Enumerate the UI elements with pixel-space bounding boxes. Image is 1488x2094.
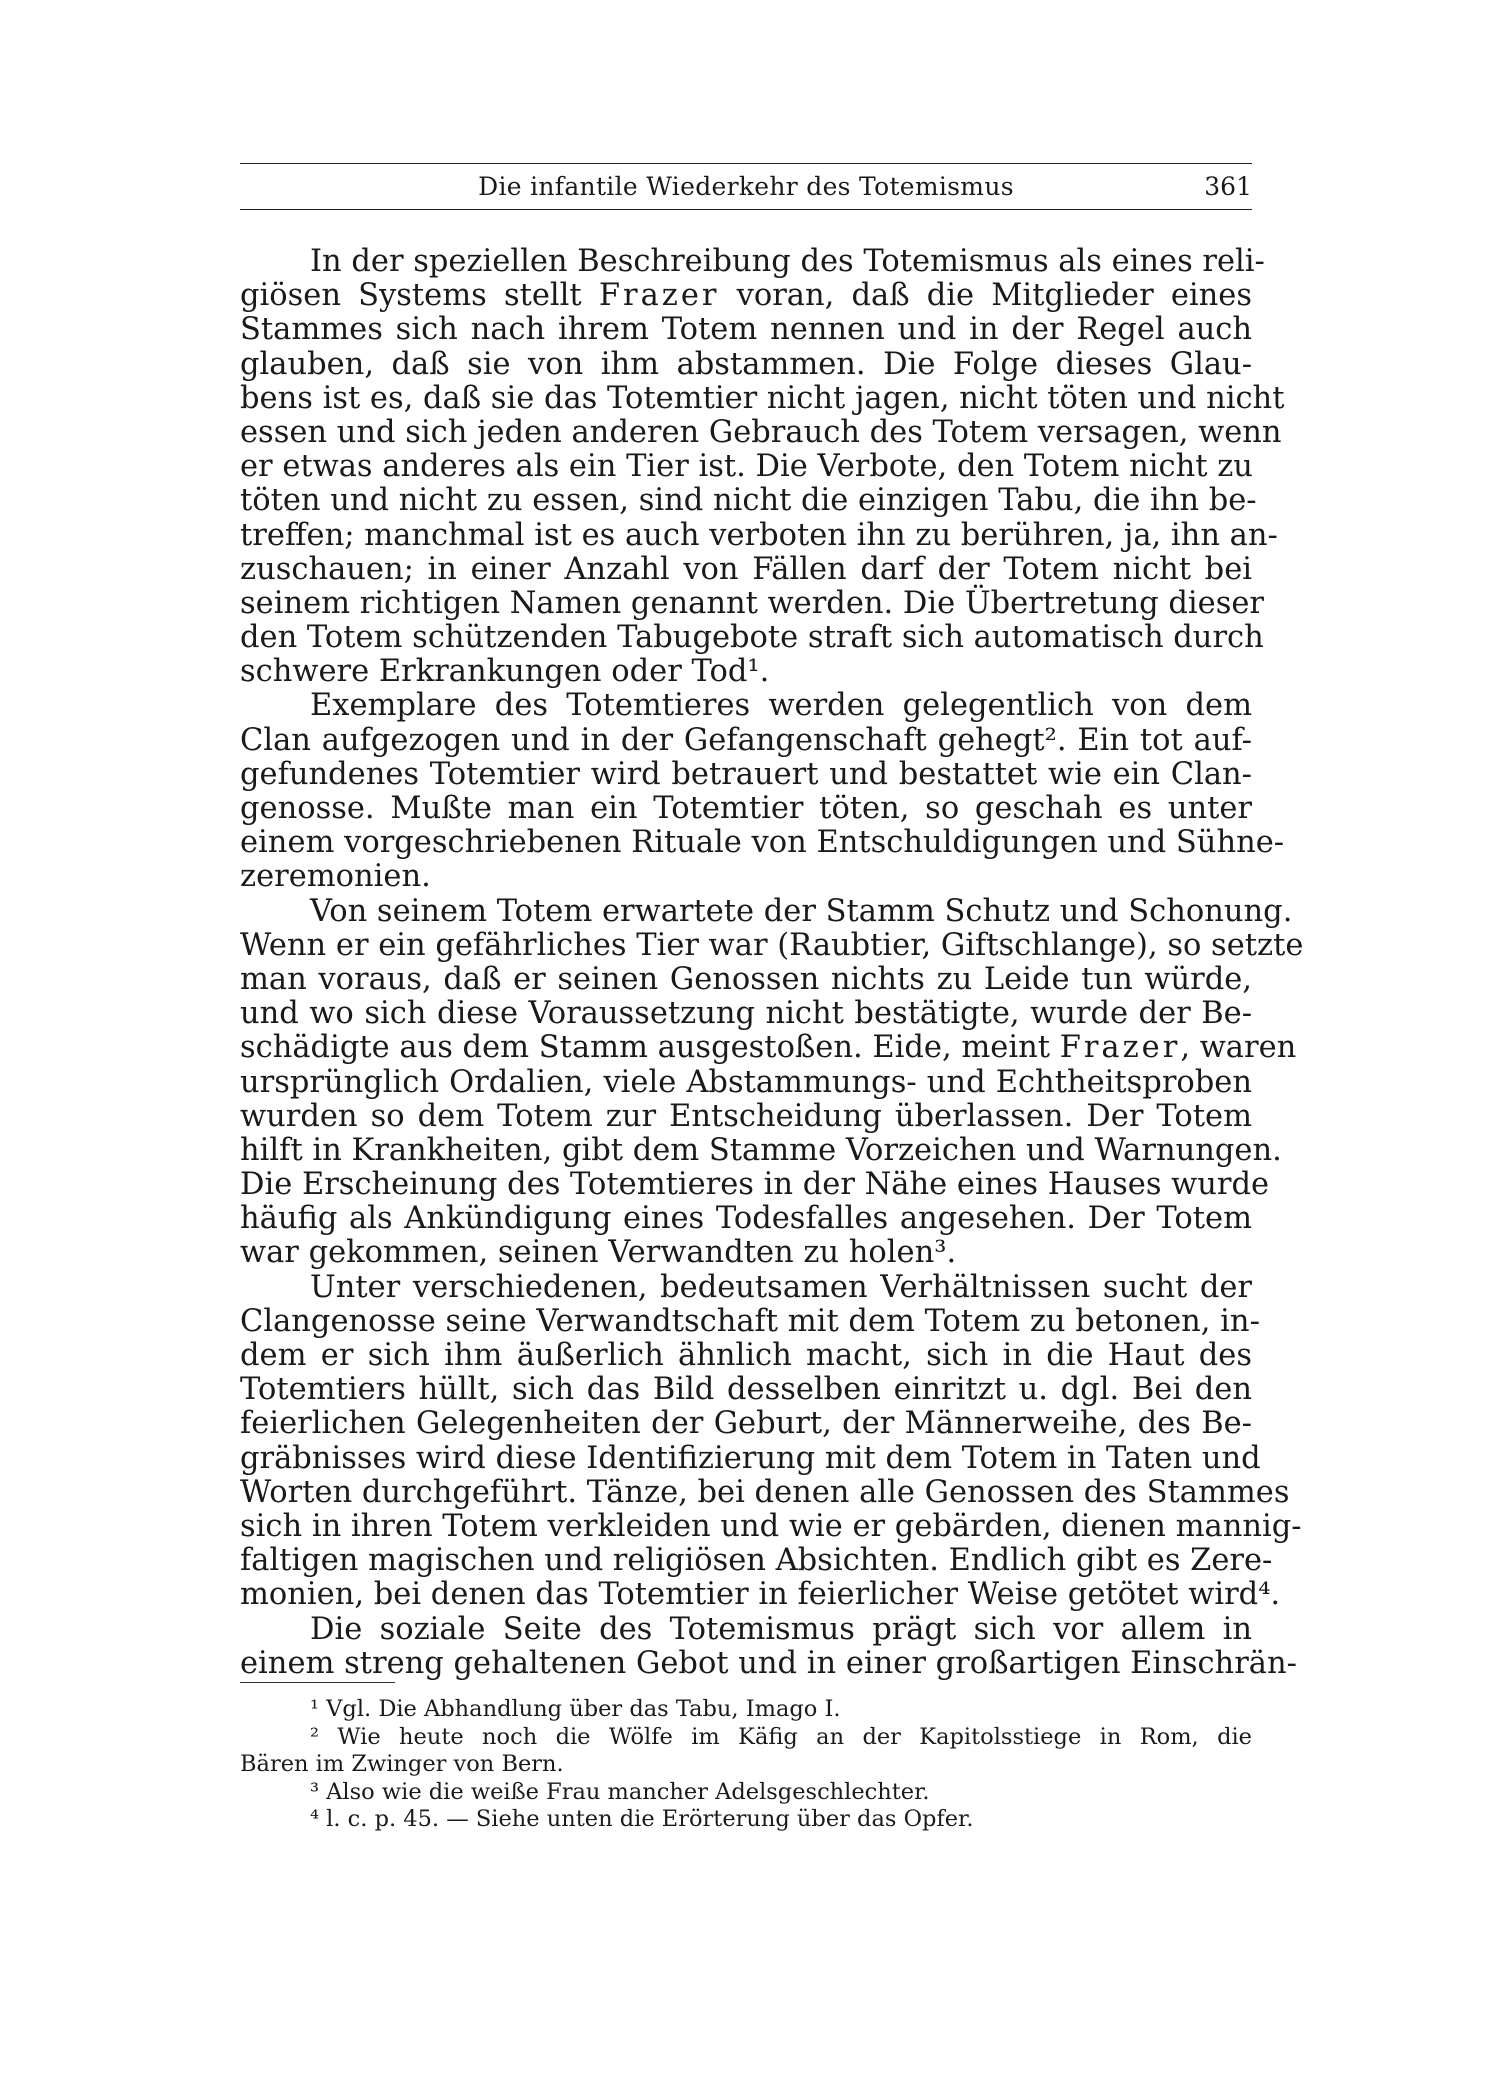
text-line: schädigte aus dem Stamm ausgestoßen. Eide, meint Frazer, waren bbox=[240, 1030, 1297, 1066]
text-line: einem streng gehaltenen Gebot und in einer großartigen Einschrän- bbox=[240, 1645, 1297, 1681]
text-line: glauben, daß sie von ihm abstammen. Die Folge dieses Glau- bbox=[240, 346, 1252, 382]
footnote-line: Bären im Zwinger von Bern. bbox=[240, 1751, 564, 1778]
footnote-line: ³ Also wie die weiße Frau mancher Adelsgeschlechter. bbox=[310, 1778, 930, 1805]
text-line: und wo sich diese Voraussetzung nicht bestätigte, wurde der Be- bbox=[240, 996, 1252, 1032]
text-line: Von seinem Totem erwartete der Stamm Schutz und Schonung. bbox=[310, 893, 1293, 929]
text-line: war gekommen, seinen Verwandten zu holen³. bbox=[240, 1235, 957, 1271]
text-line: genosse. Mußte man ein Totemtier töten, so geschah es unter bbox=[240, 791, 1252, 826]
footnote-line: ¹ Vgl. Die Abhandlung über das Tabu, Imago I. bbox=[310, 1696, 841, 1722]
footnote-separator bbox=[240, 1682, 395, 1683]
text-line: giösen Systems stellt Frazer voran, daß die Mitglieder eines bbox=[240, 278, 1252, 314]
emphasized-name: Frazer bbox=[598, 278, 720, 314]
text-line: Clangenosse seine Verwandtschaft mit dem Totem zu betonen, in- bbox=[240, 1303, 1260, 1339]
text-line: Worten durchgeführt. Tänze, bei denen alle Genossen des Stammes bbox=[240, 1474, 1290, 1510]
footnotes bbox=[240, 1696, 1252, 1834]
text-line: feierlichen Gelegenheiten der Geburt, der Männerweihe, des Be- bbox=[240, 1406, 1252, 1442]
text-line: gräbnisses wird diese Identifizierung mit dem Totem in Taten und bbox=[240, 1440, 1261, 1476]
text-line: schwere Erkrankungen oder Tod¹. bbox=[240, 654, 770, 690]
text-line: Clan aufgezogen und in der Gefangenschaft gehegt². Ein tot auf- bbox=[240, 722, 1252, 758]
text-line: essen und sich jeden anderen Gebrauch des Totem versagen, wenn bbox=[240, 414, 1282, 450]
running-title: Die infantile Wiederkehr des Totemismus bbox=[478, 172, 1014, 201]
text-line: Unter verschiedenen, bedeutsamen Verhältnissen sucht der bbox=[310, 1269, 1252, 1305]
page-number: 361 bbox=[1204, 172, 1252, 201]
text-line: Stammes sich nach ihrem Totem nennen und in der Regel auch bbox=[240, 312, 1252, 348]
header-top-rule bbox=[240, 163, 1252, 164]
text-line: faltigen magischen und religiösen Absichten. Endlich gibt es Zere- bbox=[240, 1543, 1273, 1579]
running-head bbox=[240, 170, 1252, 204]
text-line: zeremonien. bbox=[240, 859, 431, 895]
text-line: monien, bei denen das Totemtier in feierlicher Weise getötet wird⁴. bbox=[240, 1577, 1281, 1613]
text-line: bens ist es, daß sie das Totemtier nicht jagen, nicht töten und nicht bbox=[240, 380, 1285, 416]
emphasized-name: Frazer bbox=[1059, 1030, 1181, 1066]
text-line: seinem richtigen Namen genannt werden. Die Übertretung dieser bbox=[240, 585, 1264, 621]
text-line: In der speziellen Beschreibung des Totemismus als eines reli- bbox=[310, 244, 1265, 279]
text-line: ursprünglich Ordalien, viele Abstammungs- und Echtheitsproben bbox=[240, 1064, 1252, 1100]
header-bottom-rule bbox=[240, 209, 1252, 210]
text-line: häufig als Ankündigung eines Todesfalles angesehen. Der Totem bbox=[240, 1201, 1252, 1237]
text-line: man voraus, daß er seinen Genossen nichts zu Leide tun würde, bbox=[240, 961, 1252, 997]
text-line: wurden so dem Totem zur Entscheidung überlassen. Der Totem bbox=[240, 1098, 1252, 1134]
text-line: Wenn er ein gefährliches Tier war (Raubtier, Giftschlange), so setzte bbox=[240, 927, 1304, 963]
text-line: Die Erscheinung des Totemtieres in der Nähe eines Hauses wurde bbox=[240, 1167, 1270, 1203]
body-text bbox=[240, 244, 1304, 1681]
text-line: Totemtiers hüllt, sich das Bild desselben einritzt u. dgl. Bei den bbox=[240, 1372, 1252, 1408]
text-line: gefundenes Totemtier wird betrauert und bestattet wie ein Clan- bbox=[240, 756, 1252, 792]
text-line: hilft in Krankheiten, gibt dem Stamme Vorzeichen und Warnungen. bbox=[240, 1132, 1282, 1168]
text-line: treffen; manchmal ist es auch verboten ihn zu berühren, ja, ihn an- bbox=[240, 517, 1278, 553]
text-line: töten und nicht zu essen, sind nicht die einzigen Tabu, die ihn be- bbox=[240, 483, 1257, 519]
footnote-line: ² Wie heute noch die Wölfe im Käfig an der Kapitolsstiege in Rom, die bbox=[310, 1723, 1252, 1750]
text-line: Die soziale Seite des Totemismus prägt sich vor allem in bbox=[310, 1611, 1252, 1647]
text-line: er etwas anderes als ein Tier ist. Die Verbote, den Totem nicht zu bbox=[240, 449, 1253, 485]
text-line: sich in ihren Totem verkleiden und wie er gebärden, dienen mannig- bbox=[240, 1508, 1302, 1544]
text-line: zuschauen; in einer Anzahl von Fällen darf der Totem nicht bei bbox=[240, 551, 1252, 587]
text-line: dem er sich ihm äußerlich ähnlich macht, sich in die Haut des bbox=[240, 1338, 1252, 1373]
footnote-line: ⁴ l. c. p. 45. — Siehe unten die Erörterung über das Opfer. bbox=[310, 1806, 974, 1833]
text-line: Exemplare des Totemtieres werden gelegentlich von dem bbox=[310, 688, 1252, 724]
text-line: den Totem schützenden Tabugebote straft sich automatisch durch bbox=[240, 620, 1264, 656]
text-line: einem vorgeschriebenen Rituale von Entschuldigungen und Sühne- bbox=[240, 825, 1285, 861]
